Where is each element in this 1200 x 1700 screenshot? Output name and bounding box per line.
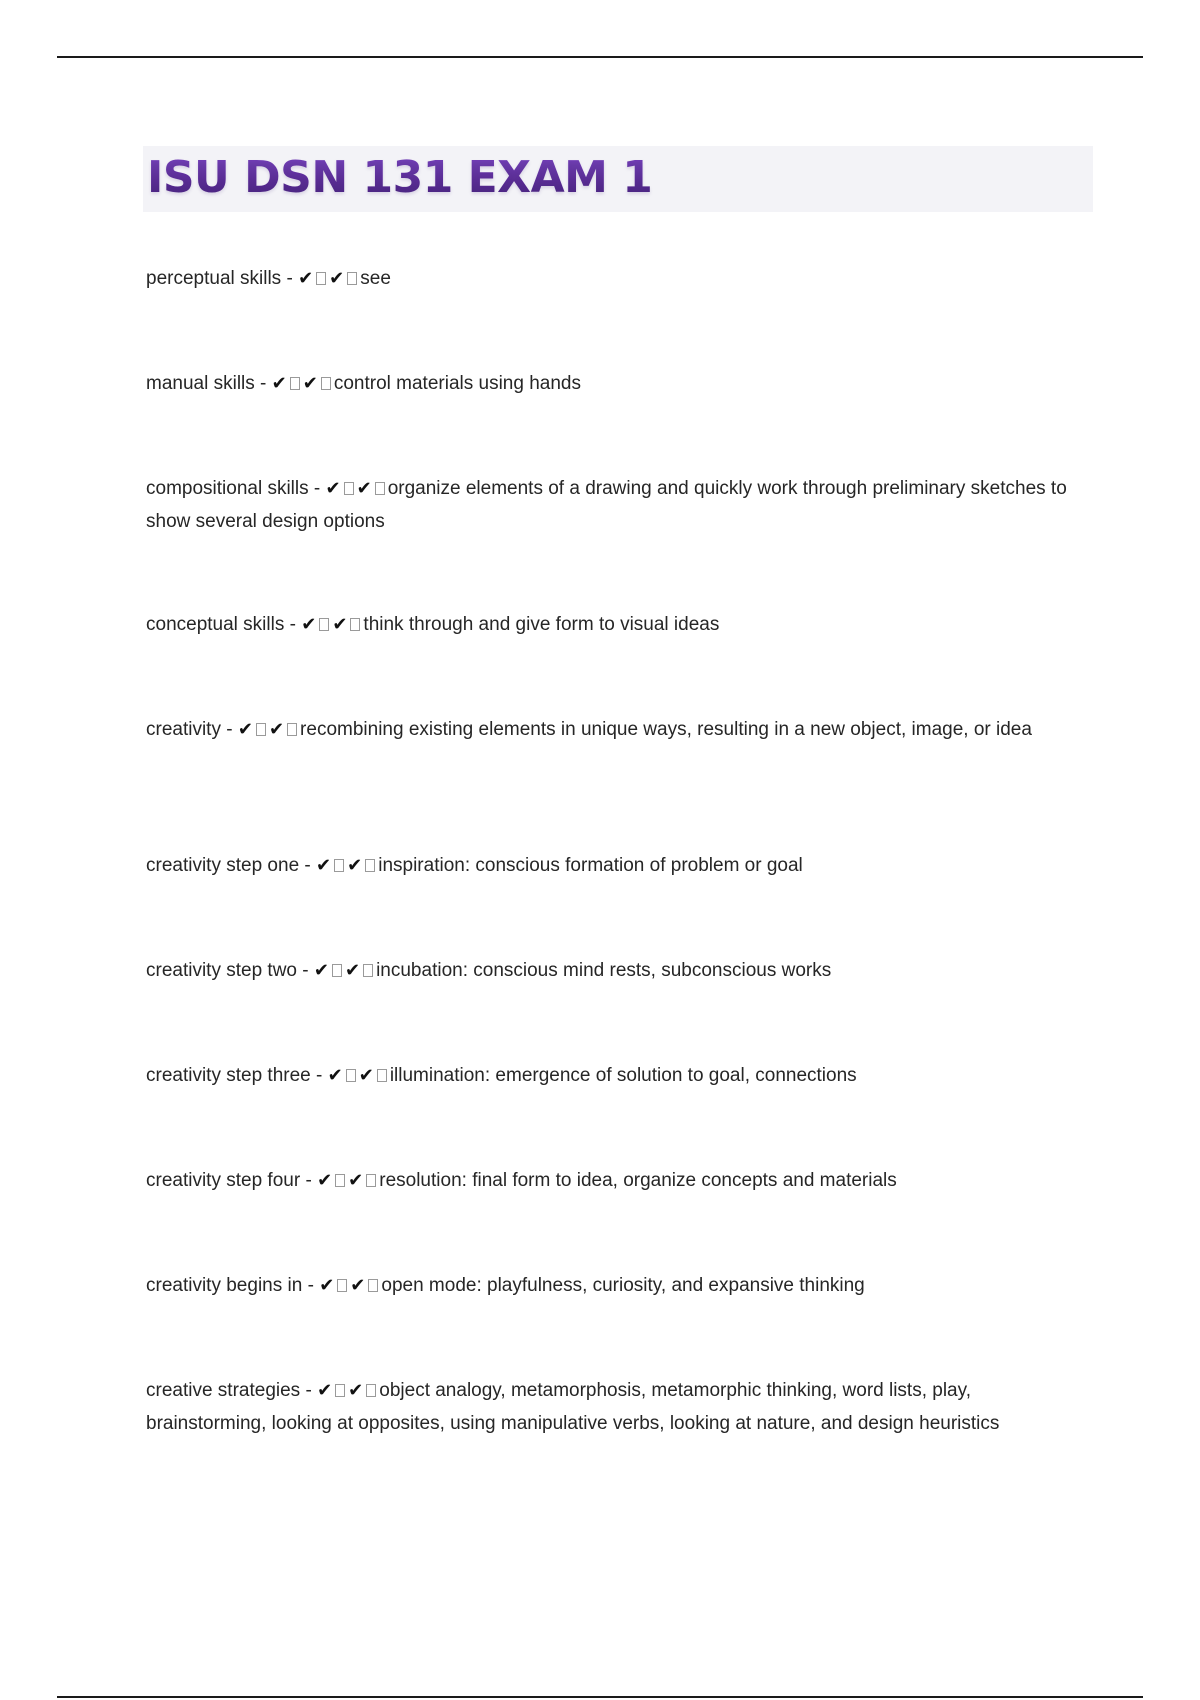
entry-term: creative strategies (146, 1380, 301, 1401)
entry-term: creativity step four (146, 1170, 301, 1191)
entry-definition: illumination: emergence of solution to goal, connections (389, 1065, 857, 1086)
entry-separator: - (308, 478, 326, 499)
missing-glyph-icon (366, 1384, 376, 1397)
entry-separator: - (281, 268, 299, 289)
entry-term: creativity (146, 719, 221, 740)
missing-glyph-icon (334, 859, 344, 872)
entry-separator: - (300, 1170, 318, 1191)
check-icon: ✔ (317, 1380, 333, 1401)
missing-glyph-icon (290, 377, 300, 390)
missing-glyph-icon (332, 964, 342, 977)
missing-glyph-icon (368, 1279, 378, 1292)
entry-separator: - (310, 1065, 328, 1086)
check-icon: ✔ (348, 1170, 364, 1191)
missing-glyph-icon (287, 723, 297, 736)
missing-glyph-icon (347, 272, 357, 285)
check-icon: ✔ (317, 1170, 333, 1191)
missing-glyph-icon (256, 723, 266, 736)
list-item (146, 262, 1086, 367)
check-icon: ✔ (347, 855, 363, 876)
check-icon: ✔ (348, 1380, 364, 1401)
check-icon: ✔ (358, 1065, 374, 1086)
check-icon: ✔ (237, 719, 253, 740)
list-item (146, 1164, 1086, 1269)
entry-term: compositional skills (146, 478, 309, 499)
list-item (146, 472, 1086, 608)
entry-definition: control materials using hands (333, 373, 581, 394)
list-item (146, 713, 1086, 849)
list-item (146, 849, 1086, 954)
entry-definition: think through and give form to visual ideas (363, 614, 720, 635)
check-icon: ✔ (268, 719, 285, 740)
check-icon: ✔ (327, 1065, 343, 1086)
entry-term: creativity step three (146, 1065, 311, 1086)
list-item (146, 367, 1086, 472)
missing-glyph-icon (335, 1384, 345, 1397)
list-item (146, 954, 1086, 1059)
missing-glyph-icon (375, 482, 385, 495)
missing-glyph-icon (344, 482, 354, 495)
missing-glyph-icon (363, 964, 373, 977)
entry-term: conceptual skills (146, 614, 285, 635)
entry-separator: - (297, 960, 314, 981)
missing-glyph-icon (346, 1069, 356, 1082)
entry-definition: object analogy, metamorphosis, metamorphic thinking, word lists, play, brainstorming, looking at opposites, using manipulative verbs, looking at nature, and design heuristics (146, 1380, 1000, 1434)
check-icon: ✔ (316, 855, 332, 876)
entry-separator: - (284, 614, 302, 635)
missing-glyph-icon (319, 618, 329, 631)
entry-separator: - (220, 719, 238, 740)
check-icon: ✔ (356, 478, 372, 499)
document-title: ISU DSN 131 EXAM 1 (147, 152, 653, 203)
check-icon: ✔ (329, 268, 345, 289)
missing-glyph-icon (321, 377, 331, 390)
flashcard-list (146, 262, 1086, 1510)
check-icon: ✔ (319, 1275, 335, 1296)
check-icon: ✔ (271, 373, 287, 394)
entry-term: creativity begins in (146, 1275, 303, 1296)
footer-rule (57, 1696, 1143, 1698)
entry-separator: - (302, 1275, 320, 1296)
header-rule (57, 56, 1143, 58)
entry-definition: see (360, 268, 391, 289)
check-icon: ✔ (325, 478, 341, 499)
missing-glyph-icon (337, 1279, 347, 1292)
check-icon: ✔ (313, 960, 329, 981)
missing-glyph-icon (365, 859, 375, 872)
missing-glyph-icon (377, 1069, 387, 1082)
missing-glyph-icon (350, 618, 360, 631)
list-item (146, 1374, 1086, 1510)
check-icon: ✔ (298, 268, 314, 289)
list-item (146, 1269, 1086, 1374)
missing-glyph-icon (316, 272, 326, 285)
entry-definition: recombining existing elements in unique ways, resulting in a new object, image, or idea (300, 719, 1032, 740)
check-icon: ✔ (344, 960, 361, 981)
missing-glyph-icon (366, 1174, 376, 1187)
entry-term: creativity step one (146, 855, 300, 876)
check-icon: ✔ (332, 614, 348, 635)
missing-glyph-icon (335, 1174, 345, 1187)
entry-term: creativity step two (146, 960, 297, 981)
check-icon: ✔ (301, 614, 317, 635)
entry-definition: inspiration: conscious formation of problem or goal (378, 855, 803, 876)
list-item (146, 1059, 1086, 1164)
entry-definition: open mode: playfulness, curiosity, and expansive thinking (381, 1275, 865, 1296)
entry-definition: resolution: final form to idea, organize concepts and materials (379, 1170, 897, 1191)
entry-separator: - (300, 1380, 318, 1401)
entry-separator: - (299, 855, 317, 876)
entry-definition: incubation: conscious mind rests, subconscious works (376, 960, 832, 981)
check-icon: ✔ (302, 373, 318, 394)
list-item (146, 608, 1086, 713)
entry-separator: - (254, 373, 272, 394)
entry-term: perceptual skills (146, 268, 282, 289)
entry-definition: organize elements of a drawing and quickly work through preliminary sketches to show several design options (146, 478, 1067, 532)
title-banner (143, 146, 1093, 212)
check-icon: ✔ (350, 1275, 366, 1296)
entry-term: manual skills (146, 373, 255, 394)
